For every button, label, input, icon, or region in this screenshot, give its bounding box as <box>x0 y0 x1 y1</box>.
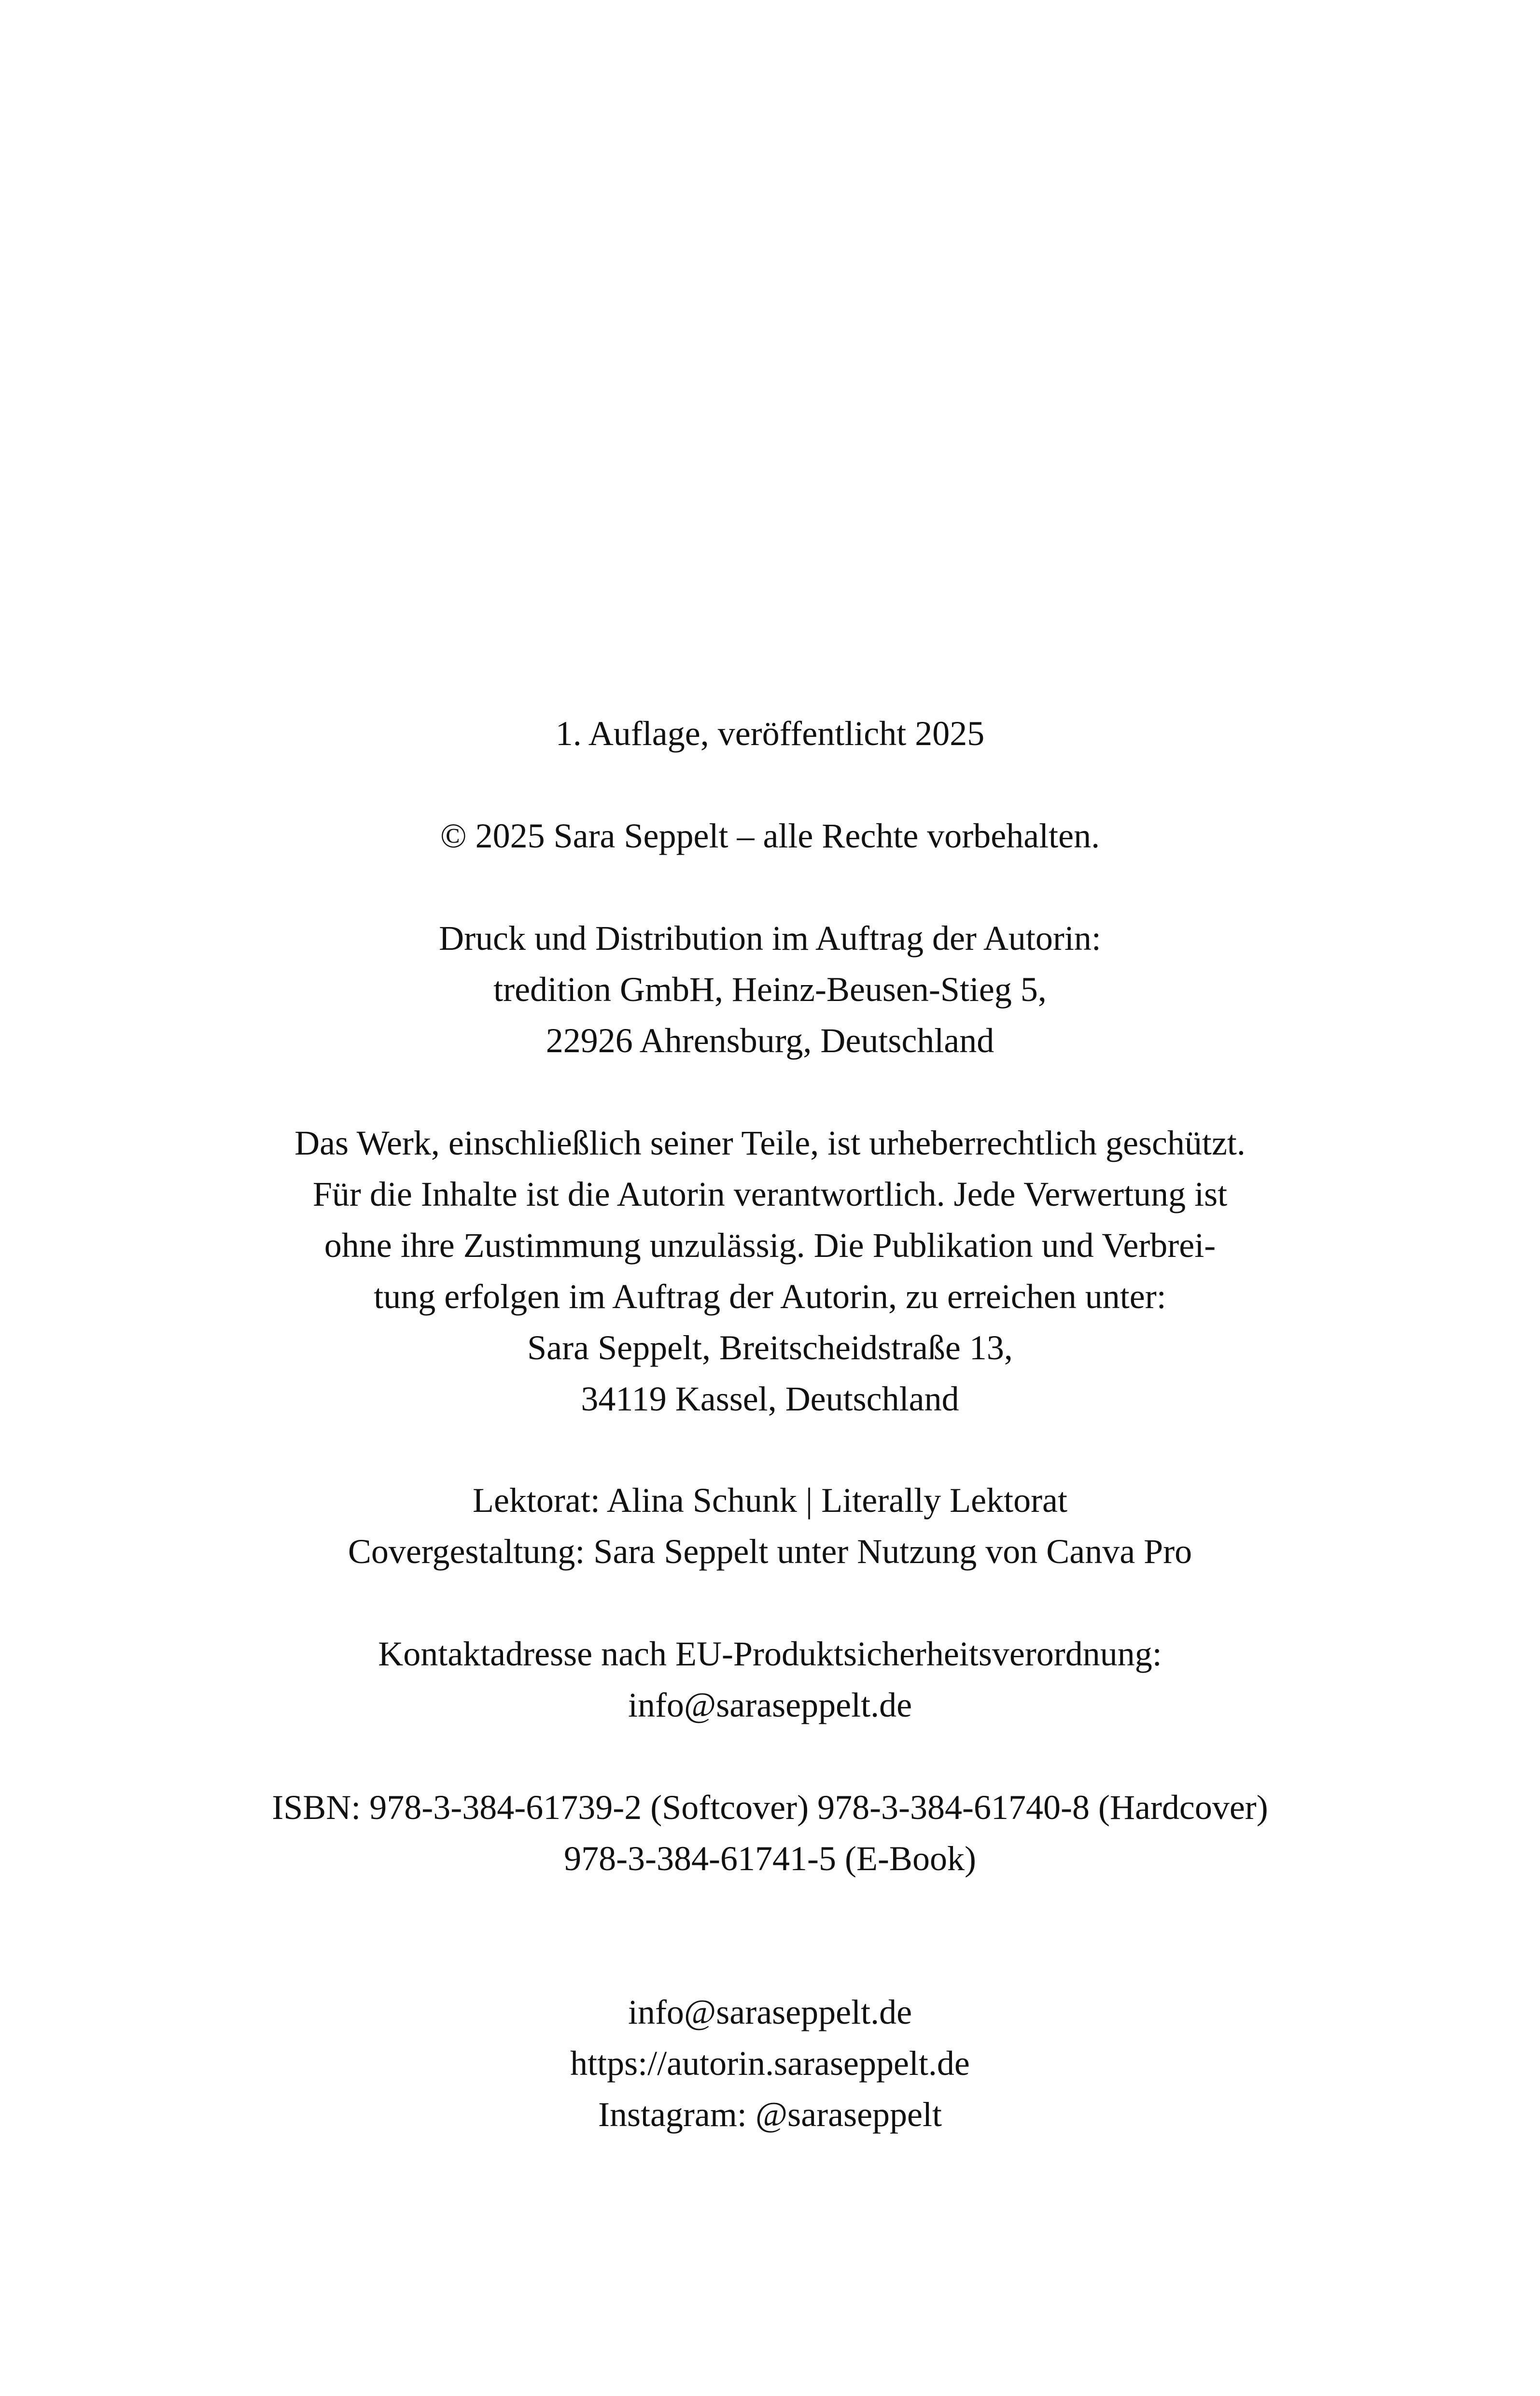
editing-credit: Lektorat: Alina Schunk | Literally Lektorat <box>472 1481 1068 1520</box>
cover-credit: Covergestaltung: Sara Seppelt unter Nutzung von Canva Pro <box>348 1532 1192 1571</box>
rights-line: Das Werk, einschließlich seiner Teile, ist urheberrechtlich geschützt. <box>294 1124 1246 1162</box>
eu-contact-notice <box>0 1628 1540 1731</box>
copyright-notice <box>0 810 1540 861</box>
eu-contact-label: Kontaktadresse nach EU-Produktsicherheitsverordnung: <box>378 1635 1162 1673</box>
rights-line: ohne ihre Zustimmung unzulässig. Die Publikation und Verbrei- <box>324 1226 1216 1265</box>
author-email: info@saraseppelt.de <box>628 1993 912 2031</box>
print-distribution-line: tredition GmbH, Heinz-Beusen-Stieg 5, <box>493 970 1047 1009</box>
rights-line: Für die Inhalte ist die Autorin verantwortlich. Jede Verwertung ist <box>312 1175 1228 1213</box>
rights-line: tung erfolgen im Auftrag der Autorin, zu erreichen unter: <box>374 1277 1166 1316</box>
rights-line: 34119 Kassel, Deutschland <box>581 1380 959 1418</box>
eu-contact-email: info@saraseppelt.de <box>628 1686 912 1724</box>
print-distribution-notice <box>0 913 1540 1066</box>
author-links <box>0 1987 1540 2140</box>
author-instagram: Instagram: @saraseppelt <box>598 2095 942 2134</box>
copyright-line: © 2025 Sara Seppelt – alle Rechte vorbehalten. <box>440 817 1100 855</box>
isbn-line: 978-3-384-61741-5 (E-Book) <box>564 1839 976 1878</box>
print-distribution-line: 22926 Ahrensburg, Deutschland <box>546 1021 994 1060</box>
edition-notice <box>0 708 1540 759</box>
rights-line: Sara Seppelt, Breitscheidstraße 13, <box>527 1328 1013 1367</box>
isbn-line: ISBN: 978-3-384-61739-2 (Softcover) 978-3-384-61740-8 (Hardcover) <box>272 1788 1268 1827</box>
author-website: https://autorin.saraseppelt.de <box>570 2044 970 2083</box>
credits <box>0 1475 1540 1577</box>
rights-notice <box>0 1117 1540 1424</box>
edition-line: 1. Auflage, veröffentlicht 2025 <box>555 714 985 753</box>
isbn-notice <box>0 1782 1540 1884</box>
print-distribution-line: Druck und Distribution im Auftrag der Autorin: <box>439 919 1101 958</box>
